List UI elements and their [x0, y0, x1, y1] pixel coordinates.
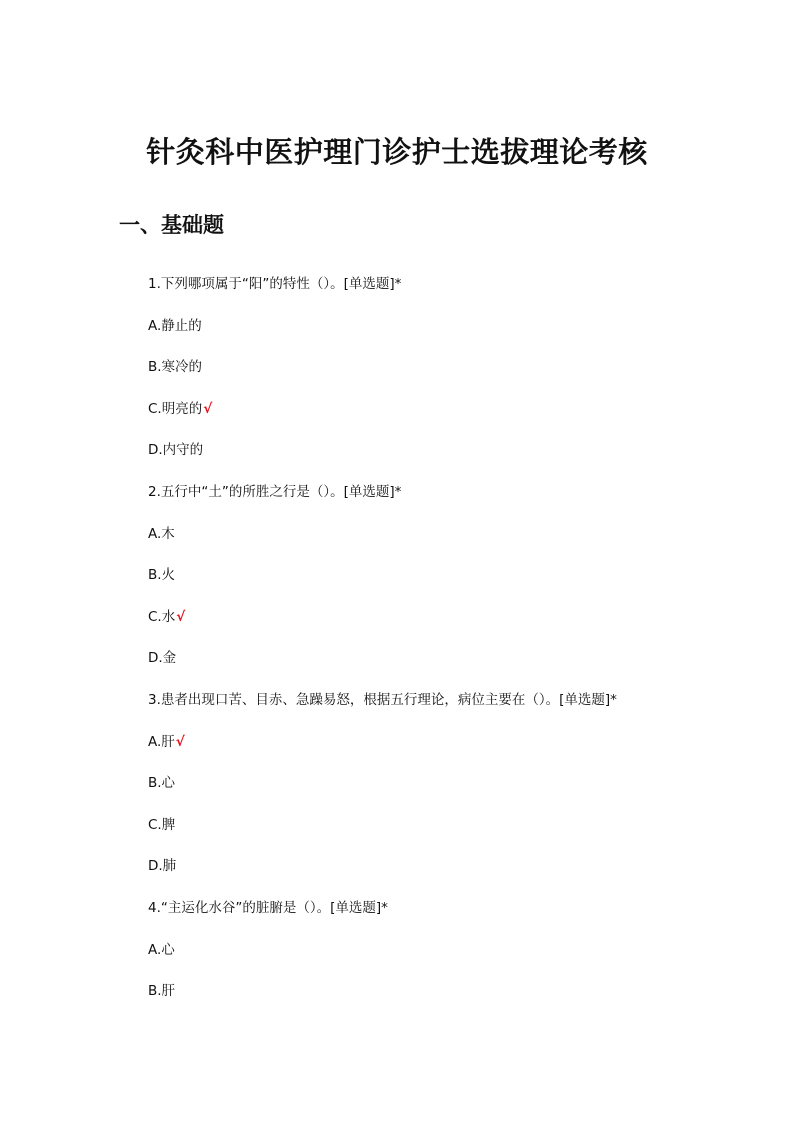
question-4-option-a [148, 940, 175, 960]
option-text: A.木 [148, 526, 175, 542]
correct-check-icon: √ [176, 609, 186, 625]
option-text: D.内守的 [148, 442, 204, 458]
question-1-option-d [148, 440, 203, 460]
question-2-option-a [148, 524, 175, 544]
question-4-option-b [148, 981, 175, 1001]
question-3-option-a [148, 732, 185, 752]
question-3-stem: 3.患者出现口苦、目赤、急躁易怒，根据五行理论，病位主要在（）。[单选题]* [148, 692, 617, 708]
question-1-option-b [148, 357, 202, 377]
question-3-option-d [148, 856, 176, 876]
option-text: A.心 [148, 942, 175, 958]
option-text: B.肝 [148, 983, 176, 999]
question-2-stem: 2.五行中“土”的所胜之行是（）。[单选题]* [148, 484, 402, 500]
option-text: C.脾 [148, 817, 176, 833]
question-1-option-a [148, 316, 202, 336]
question-1-stem: 1.下列哪项属于“阳”的特性（）。[单选题]* [148, 276, 402, 292]
option-text: B.心 [148, 775, 176, 791]
option-text: D.肺 [148, 858, 177, 874]
question-2-option-b [148, 565, 175, 585]
option-text: A.静止的 [148, 318, 202, 334]
section-heading: 一、基础题 [119, 213, 224, 237]
option-text: B.寒冷的 [148, 359, 203, 375]
question-4-stem: 4.“主运化水谷”的脏腑是（）。[单选题]* [148, 900, 388, 916]
option-text: C.水 [148, 609, 176, 625]
option-text: C.明亮的 [148, 401, 203, 417]
question-2-option-c [148, 607, 185, 627]
question-3-option-c [148, 815, 175, 835]
question-2-option-d [148, 648, 176, 668]
correct-check-icon: √ [203, 401, 213, 417]
correct-check-icon: √ [175, 734, 185, 750]
option-text: B.火 [148, 567, 176, 583]
option-text: D.金 [148, 650, 177, 666]
question-1-option-c [148, 399, 212, 419]
document-title: 针灸科中医护理门诊护士选拔理论考核 [146, 135, 648, 169]
question-3-option-b [148, 773, 175, 793]
option-text: A.肝 [148, 734, 175, 750]
